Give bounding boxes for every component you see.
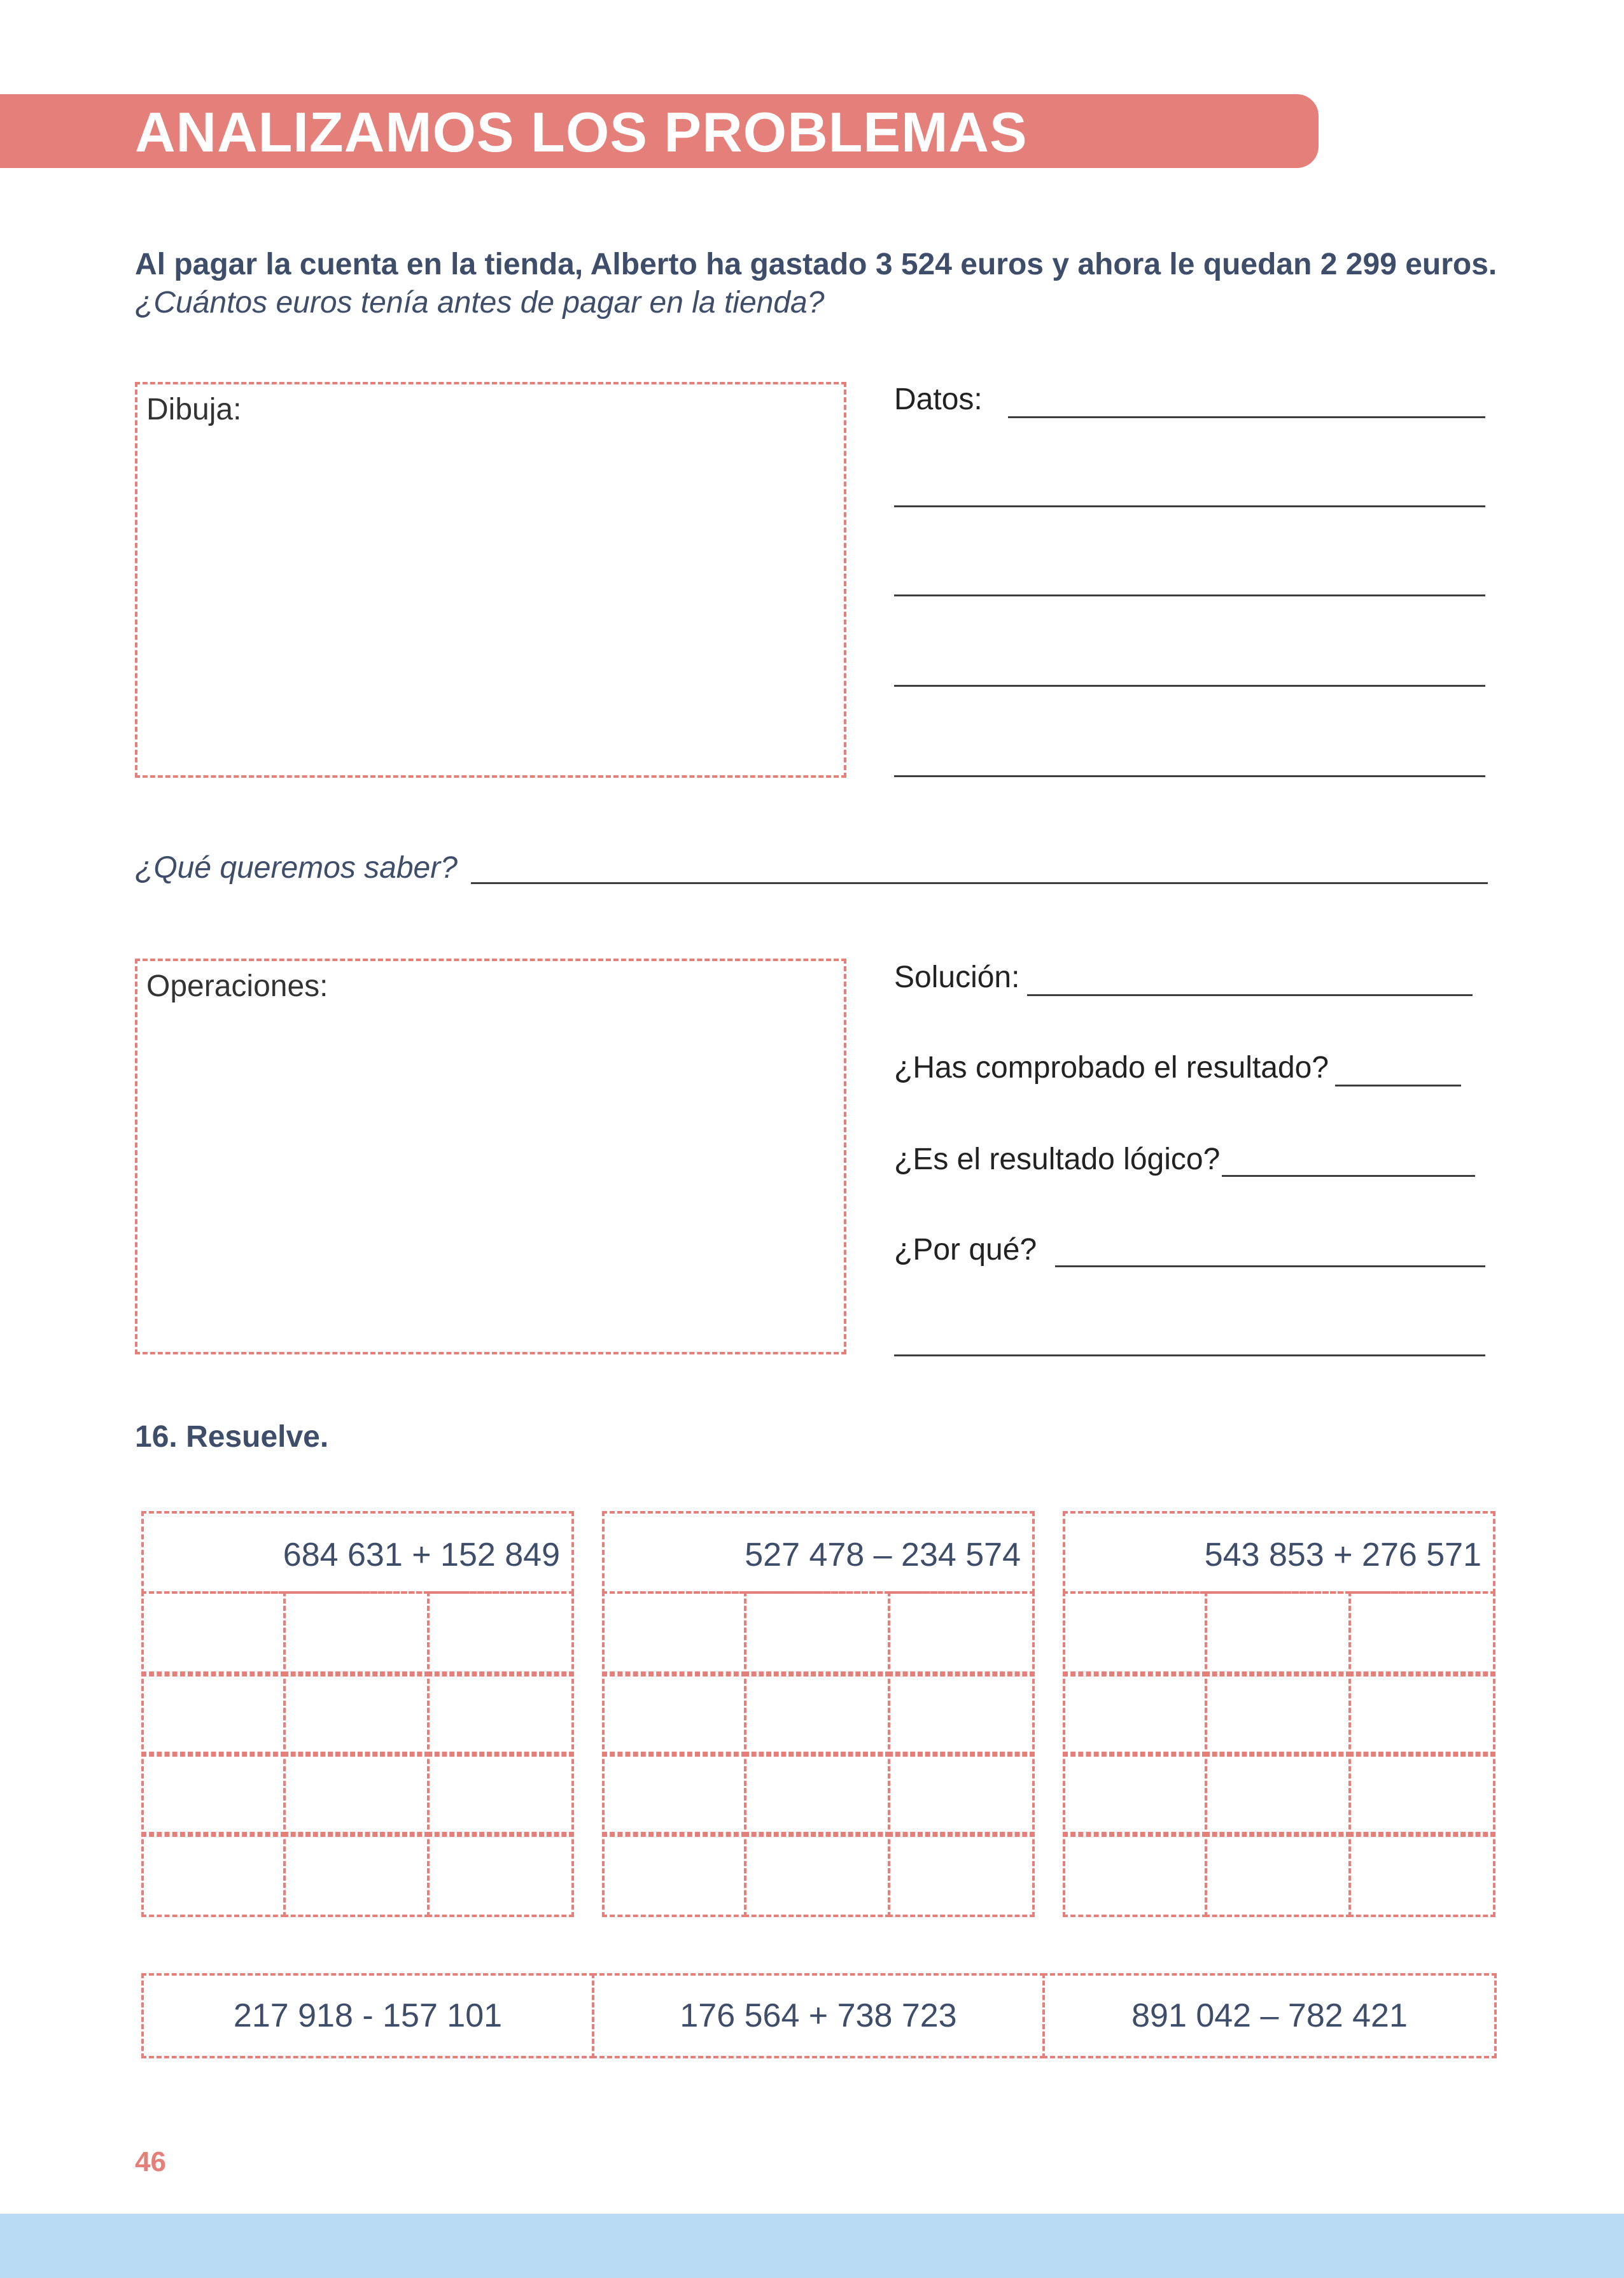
- want-to-know-label: ¿Qué queremos saber?: [135, 851, 458, 885]
- grid-cell[interactable]: [888, 1752, 1035, 1837]
- grid-cell[interactable]: [427, 1591, 574, 1677]
- operation-cell[interactable]: [141, 1973, 594, 2058]
- data-line-3[interactable]: [894, 594, 1485, 596]
- page-title: ANALIZAMOS LOS PROBLEMAS: [135, 101, 1028, 164]
- logical-label: ¿Es el resultado lógico?: [894, 1143, 1221, 1176]
- solution-line[interactable]: [1027, 994, 1473, 996]
- grid-cell[interactable]: [602, 1832, 746, 1917]
- operation-cell[interactable]: [592, 1973, 1045, 2058]
- grid-cell[interactable]: [602, 1671, 746, 1757]
- grid-cell[interactable]: [1063, 1671, 1207, 1757]
- data-line-2[interactable]: [894, 505, 1485, 507]
- operation-header: [602, 1511, 1035, 1594]
- grid-cell[interactable]: [1205, 1752, 1352, 1837]
- grid-cell[interactable]: [1348, 1591, 1495, 1677]
- grid-cell[interactable]: [888, 1591, 1035, 1677]
- draw-box-label: Dibuja:: [146, 393, 242, 426]
- logical-line[interactable]: [1222, 1175, 1475, 1177]
- grid-cell[interactable]: [744, 1752, 891, 1837]
- operation-header: [1063, 1511, 1495, 1594]
- grid-cell[interactable]: [1063, 1832, 1207, 1917]
- want-to-know-line[interactable]: [471, 882, 1488, 884]
- grid-cell[interactable]: [602, 1591, 746, 1677]
- operation-text: 891 042 – 782 421: [1131, 1997, 1408, 2034]
- grid-cell[interactable]: [427, 1671, 574, 1757]
- grid-cell[interactable]: [1205, 1832, 1352, 1917]
- footer-bar: [0, 2214, 1624, 2278]
- why-label: ¿Por qué?: [894, 1233, 1037, 1267]
- operation-text: 217 918 - 157 101: [233, 1997, 503, 2034]
- operation-text: 543 853 + 276 571: [1204, 1536, 1481, 1573]
- operation-grid: [1063, 1511, 1495, 1925]
- operation-header: [141, 1511, 574, 1594]
- why-line-2[interactable]: [894, 1354, 1485, 1356]
- grid-cell[interactable]: [744, 1832, 891, 1917]
- grid-cell[interactable]: [283, 1671, 430, 1757]
- why-line-1[interactable]: [1055, 1265, 1485, 1267]
- data-line-1[interactable]: [1008, 416, 1485, 418]
- solution-label: Solución:: [894, 960, 1020, 994]
- page-number: 46: [135, 2146, 166, 2177]
- problem-question: ¿Cuántos euros tenía antes de pagar en la tienda?: [135, 286, 825, 320]
- grid-cell[interactable]: [141, 1832, 286, 1917]
- grid-cell[interactable]: [888, 1671, 1035, 1757]
- operation-text: 176 564 + 738 723: [680, 1997, 957, 2034]
- draw-box[interactable]: [135, 382, 846, 778]
- operation-text: 527 478 – 234 574: [745, 1536, 1021, 1573]
- grid-cell[interactable]: [1063, 1752, 1207, 1837]
- operations-box-label: Operaciones:: [146, 969, 328, 1003]
- operation-row: [141, 1973, 1497, 2058]
- grid-cell[interactable]: [427, 1752, 574, 1837]
- grid-cell[interactable]: [141, 1752, 286, 1837]
- exercise-title: 16. Resuelve.: [135, 1420, 329, 1454]
- grid-cell[interactable]: [283, 1591, 430, 1677]
- grid-cell[interactable]: [1063, 1591, 1207, 1677]
- grid-cell[interactable]: [602, 1752, 746, 1837]
- data-line-5[interactable]: [894, 775, 1485, 777]
- grid-cell[interactable]: [1348, 1671, 1495, 1757]
- checked-label: ¿Has comprobado el resultado?: [894, 1051, 1329, 1085]
- grid-cell[interactable]: [1348, 1752, 1495, 1837]
- grid-cell[interactable]: [141, 1671, 286, 1757]
- data-line-4[interactable]: [894, 685, 1485, 687]
- checked-line[interactable]: [1335, 1085, 1461, 1086]
- grid-cell[interactable]: [1205, 1671, 1352, 1757]
- grid-cell[interactable]: [427, 1832, 574, 1917]
- operations-box[interactable]: [135, 959, 846, 1354]
- grid-cell[interactable]: [1205, 1591, 1352, 1677]
- grid-cell[interactable]: [1348, 1832, 1495, 1917]
- grid-cell[interactable]: [744, 1671, 891, 1757]
- operation-grid: [602, 1511, 1035, 1925]
- problem-statement: Al pagar la cuenta en la tienda, Alberto ha gastado 3 524 euros y ahora le quedan 2 299 euros.: [135, 248, 1497, 281]
- operation-text: 684 631 + 152 849: [283, 1536, 560, 1573]
- data-label: Datos:: [894, 383, 983, 416]
- operation-cell[interactable]: [1042, 1973, 1497, 2058]
- grid-cell[interactable]: [888, 1832, 1035, 1917]
- grid-cell[interactable]: [283, 1752, 430, 1837]
- operation-grid: [141, 1511, 574, 1925]
- grid-cell[interactable]: [744, 1591, 891, 1677]
- grid-cell[interactable]: [141, 1591, 286, 1677]
- grid-cell[interactable]: [283, 1832, 430, 1917]
